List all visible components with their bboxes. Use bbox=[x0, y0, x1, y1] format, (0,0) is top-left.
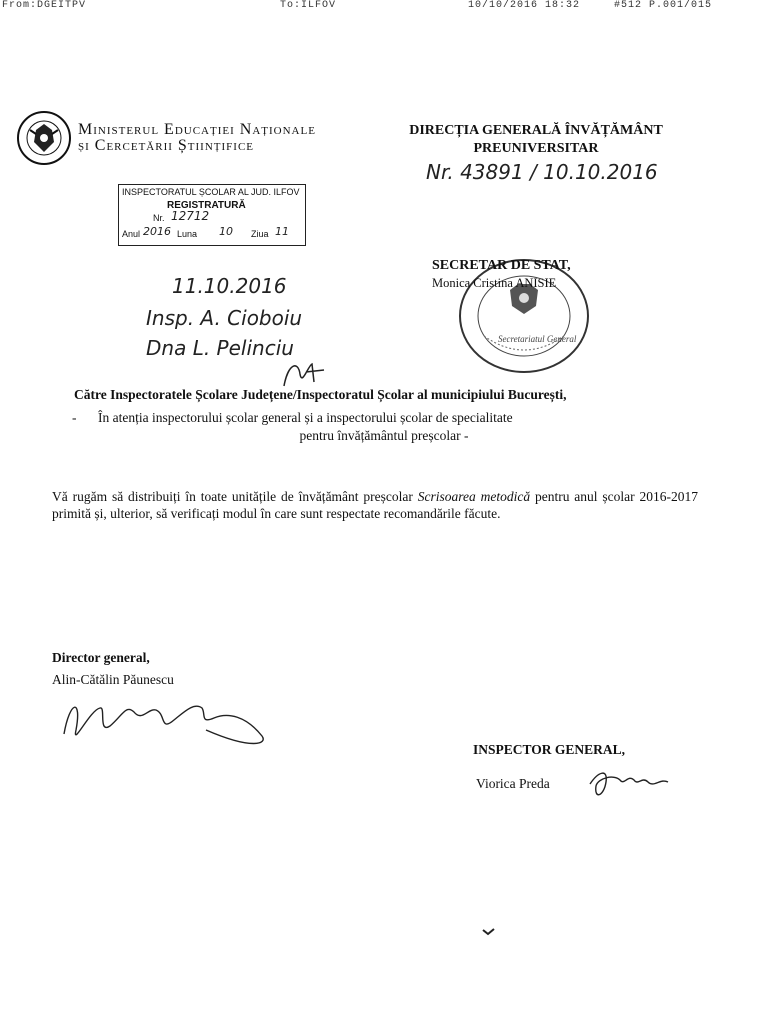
stamp-ziua-value: 11 bbox=[275, 225, 289, 238]
director-title: Director general, bbox=[52, 650, 150, 665]
seal-text: Secretariatul General bbox=[498, 334, 577, 344]
attention-line1: În atenția inspectorului școlar general și a inspectorului școlar de specialitate bbox=[98, 410, 513, 425]
stamp-nr-value: 12712 bbox=[171, 209, 210, 223]
body-paragraph bbox=[52, 488, 698, 522]
stamp-luna-value: 10 bbox=[219, 225, 233, 238]
romania-emblem-icon bbox=[16, 108, 72, 168]
inspector-name: Viorica Preda bbox=[476, 776, 550, 791]
secretary-title: SECRETAR DE STAT, bbox=[432, 258, 571, 273]
directorate-name bbox=[396, 122, 676, 158]
handwritten-registration-number: Nr. 43891 / 10.10.2016 bbox=[426, 160, 658, 184]
stamp-luna-label: Luna bbox=[177, 229, 198, 239]
registry-stamp bbox=[118, 184, 306, 246]
director-signature-icon bbox=[56, 690, 276, 756]
ministry-line2: și Cercetării Științifice bbox=[78, 137, 254, 154]
addressee: Către Inspectoratele Școlare Județene/Inspectoratul Școlar al municipiului București, bbox=[74, 387, 567, 402]
fax-page: #512 P.001/015 bbox=[614, 0, 713, 11]
body-part2: pentru anul școlar 2016-2017 primită și, ulterior, să verificați modul în care sunt respectate recomandările făcute. bbox=[52, 489, 698, 521]
stamp-nr-label: Nr. bbox=[153, 213, 165, 223]
fax-to: To:ILFOV bbox=[280, 0, 337, 11]
official-seal-icon bbox=[454, 256, 594, 376]
ministry-line1: Ministerul Educației Naționale bbox=[78, 121, 316, 138]
stamp-institution: INSPECTORATUL ȘCOLAR AL JUD. ILFOV bbox=[122, 187, 300, 197]
handwritten-date: 11.10.2016 bbox=[172, 274, 287, 298]
directorate-line2: PREUNIVERSITAR bbox=[473, 141, 599, 156]
stamp-title: REGISTRATURĂ bbox=[167, 200, 246, 211]
attention-line2: pentru învățământul preșcolar - bbox=[299, 428, 469, 443]
handwritten-note-line1: Insp. A. Cioboiu bbox=[146, 306, 303, 330]
directorate-line1: DIRECȚIA GENERALĂ ÎNVĂȚĂMÂNT bbox=[409, 123, 663, 138]
inspector-title: INSPECTOR GENERAL, bbox=[473, 742, 626, 757]
stray-mark-icon bbox=[482, 926, 496, 936]
fax-datetime: 10/10/2016 18:32 bbox=[468, 0, 581, 11]
attention-dash: - bbox=[72, 410, 77, 425]
secretary-name: Monica Cristina ANISIE bbox=[432, 276, 557, 290]
fax-from: From:DGEITPV bbox=[2, 0, 87, 11]
inspector-signature-icon bbox=[584, 760, 674, 804]
handwritten-note-line2: Dna L. Pelinciu bbox=[146, 336, 294, 360]
stamp-ziua-label: Ziua bbox=[251, 229, 269, 239]
stamp-anul-value: 2016 bbox=[143, 225, 171, 238]
stamp-anul-label: Anul bbox=[122, 229, 141, 239]
body-italic: Scrisoarea metodică bbox=[417, 489, 531, 504]
ministry-name bbox=[78, 122, 316, 154]
director-name: Alin-Cătălin Păunescu bbox=[52, 672, 174, 687]
body-part1: Vă rugăm să distribuiți în toate unitățile de învățământ preșcolar bbox=[52, 489, 418, 504]
